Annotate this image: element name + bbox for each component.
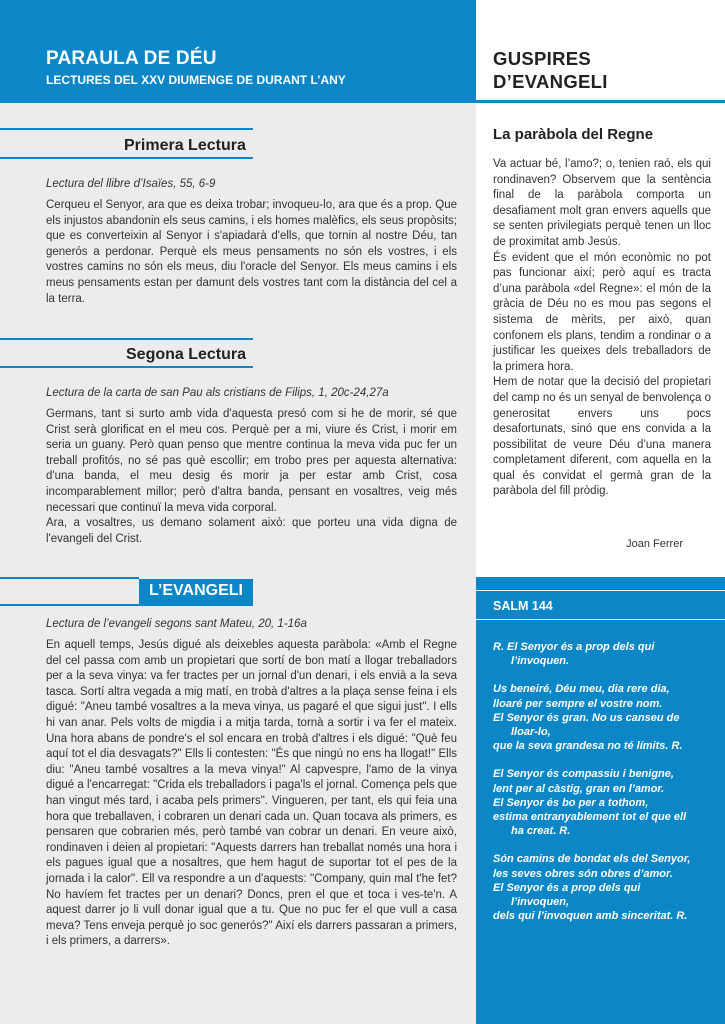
salm-rule-bottom bbox=[476, 619, 725, 620]
section-rule-bottom bbox=[0, 157, 253, 159]
salm-text bbox=[493, 640, 715, 937]
page-subtitle: LECTURES DEL XXV DIUMENGE DE DURANT L’ANY bbox=[46, 73, 346, 87]
segona-ref: Lectura de la carta de san Pau als cristians de Filips, 1, 20c-24,27a bbox=[46, 387, 389, 399]
primera-ref: Lectura del llibre d’Isaïes, 55, 6-9 bbox=[46, 178, 216, 190]
salm-rule-top bbox=[476, 590, 725, 591]
salm-stanza: R. El Senyor és a prop dels qui l’invoquen. bbox=[493, 641, 655, 668]
section-rule-top bbox=[0, 577, 139, 579]
salm-stanza: Són camins de bondat els del Senyor, les seves obres són obres d’amor. El Senyor és a prop dels qui l’invoquen, dels qui l’invoquen amb sinceritat. R. bbox=[493, 853, 691, 923]
segona-text: Germans, tant si surto amb vida d'aquesta presó com si he de morir, sé que Crist serà glorificat en el meu cos. Perquè per a mi, viure és Crist, i morir em seria un guany. Però quan penso que mentre continua la meva vida puc fer un treball profitós, no sé pas què escollir; em trobo pres per aquesta alternativa: d'una banda, el meu desig és morir ja per estar amb Crist, cosa incomparablement millor; però d'altra banda, pensant en vosaltres, veig més necessari que continuï la meva vida corporal. Ara, a vosaltres, us demano solament això: que porteu una vida digna de l'evangeli del Crist. bbox=[46, 408, 457, 545]
evangeli-text: En aquell temps, Jesús digué als deixebles aquesta paràbola: «Amb el Regne del cel passa com amb un propietari que sortí de bon matí a llogar treballadors per a la seva vinya: va fer tractes per un jornal d'un denari, i els envià a la seva tasca. Sortí altra vegada a mig matí, en trobà d'altres a la plaça sense feina i els digué: "Aneu també vosaltres a la meva vinya, us pagaré el que sigui just". I ells hi van anar. Pels volts de migdia i a mitja tarda, tornà a sortir i va fer el mateix. Una hora abans de pondre's el sol encara en trobà d'altres i els digué: "Què feu aquí tot el dia desvagats?" Ells li contesten: "És que ningú no ens ha llogat!" Ells diu: "Aneu també vosaltres a la meva vinya!" Al capvespre, l'amo de la vinya digué a l'encarregat: "Crida els treballadors i paga'ls el jornal. Comença pels que han vingut més tard, i acaba pels primers". Vingueren, per tant, els qui feia una hora que treballaven, i cobraren un denari cada un. Quan tocava als primers, es pensaren que cobrarien més, però també van cobrar un denari. En veure això, rondinaven i deien al propietari: "Aquests darrers han treballat només una hora i els pagues igual que a nosaltres, que hem hagut de suportar tot el pes de la jornada i la calor". Ell va respondre a un d'aquests: "Company, quin mal t'he fet? No havíem fet tractes per un denari? Doncs, pren el que et toca i ves-te'n. A aquest darrer jo li vull donar igual que a tu. Que no puc fer el que vull a casa meva? Tens enveja perquè jo soc generós?" Així els darrers passaran a primers, i els primers, a darrers». bbox=[46, 639, 457, 948]
guspires-subtitle: La paràbola del Regne bbox=[493, 126, 654, 143]
salm-stanza: El Senyor és compassiu i benigne, lent per al càstig, gran en l’amor. El Senyor és bo per a tothom, estima entranyablement tot el que ell ha creat. R. bbox=[493, 768, 687, 838]
evangeli-title: L’EVANGELI bbox=[149, 582, 243, 599]
section-rule-bottom bbox=[0, 604, 253, 606]
page-title: PARAULA DE DÉU bbox=[46, 48, 217, 69]
salm-stanza: Us beneiré, Déu meu, dia rere dia, lloaré per sempre el vostre nom. El Senyor és gran. No us canseu de lloar-lo, que la seva grandesa no té límits. R. bbox=[493, 683, 683, 753]
guspires-author: Joan Ferrer bbox=[626, 538, 683, 550]
primera-title: Primera Lectura bbox=[124, 137, 246, 154]
section-rule-bottom bbox=[0, 366, 253, 368]
segona-title: Segona Lectura bbox=[126, 346, 247, 363]
guspires-title: GUSPIRES D’EVANGELI bbox=[493, 48, 608, 92]
primera-text: Cerqueu el Senyor, ara que es deixa trobar; invoqueu-lo, ara que és a prop. Que els injustos abandonin els seus camins, i els homes malèfics, els seus propòsits; que es converteixin al Senyor i s'apiadarà d'ells, que tornin al nostre Déu, tan generós a perdonar. Perquè els meus pensaments no són els vostres, i els vostres camins no són els meus, diu l'oracle del Senyor. Els meus camins i els meus pensaments estan per damunt dels vostres tant com la distància del cel a la terra. bbox=[46, 199, 457, 305]
evangeli-ref: Lectura de l’evangeli segons sant Mateu, 20, 1-16a bbox=[46, 618, 307, 630]
section-rule-top bbox=[0, 128, 253, 130]
guspires-text: Va actuar bé, l’amo?; o, tenien raó, els qui rondinaven? Observem que la sentència final de la paràbola comporta un desafiament molt gran envers aquells que se senten privilegiats perquè tenen un lloc de proximitat amb Jesús. És evident que el món econòmic no pot pas funcionar així; però aquí es tracta d’una paràbola «del Regne»: el món de la gràcia de Déu no es mou pas segons el sistema de mèrits, per això, quan confonem els plans, tendim a rondinar o a justificar les queixes dels treballadors de la primera hora. Hem de notar que la decisió del propietari del camp no és un senyal de benvolença o generositat envers uns pocs desafortunats, sinó que ens convida a la possibilitat de veure Déu d’una manera completament diferent, com aquella en la qual és convidat el germà gran de la paràbola del fill pròdig. bbox=[493, 158, 712, 498]
section-rule-top bbox=[0, 338, 253, 340]
salm-title: SALM 144 bbox=[493, 599, 553, 613]
